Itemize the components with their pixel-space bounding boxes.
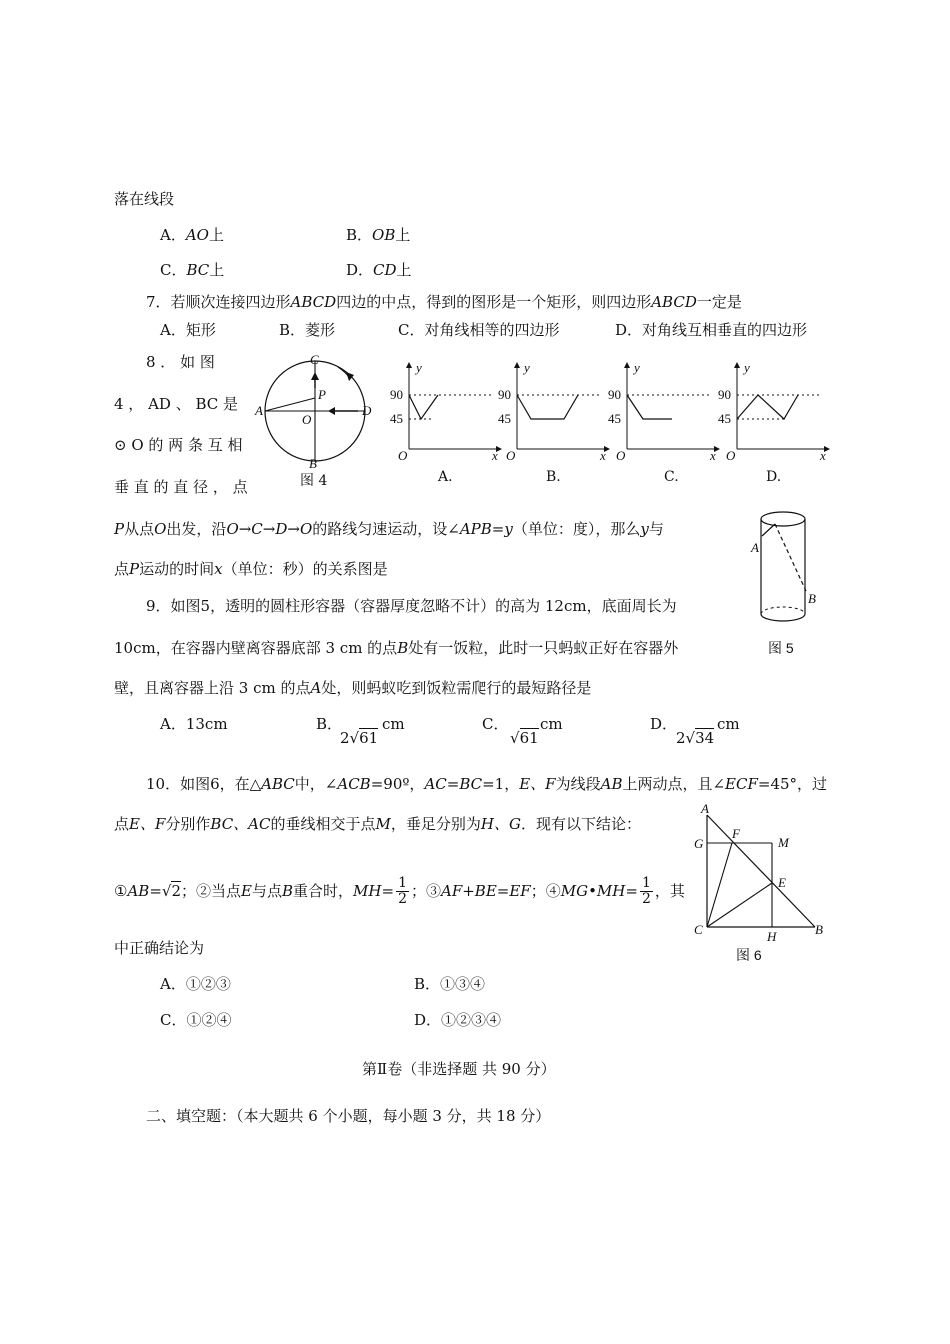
svg-text:C: C [694, 922, 703, 937]
q7-option-a: A．矩形 [160, 321, 216, 339]
q9-option-a: A．13cm [160, 715, 228, 733]
svg-text:x: x [492, 448, 498, 463]
q10-line-1: 10．如图6，在△ABC中，∠ACB=90º，AC=BC=1，E、F为线段AB上两动点，且∠ECF=45°，过 [146, 775, 828, 793]
svg-text:90: 90 [390, 387, 403, 402]
svg-text:x: x [820, 448, 826, 463]
q9-option-d-letter: D． [650, 715, 678, 733]
q9-option-b-radical: 2√61 [340, 729, 379, 747]
q8-col-line-1: 8 ． 如 图 [146, 353, 215, 371]
svg-text:O: O [616, 448, 626, 463]
svg-text:F: F [732, 826, 740, 841]
fig4-label-b: B [309, 456, 317, 471]
svg-text:45: 45 [498, 411, 511, 426]
figure-4-circle [250, 352, 380, 472]
svg-text:x: x [710, 448, 716, 463]
fig6-caption: 图 6 [736, 947, 762, 963]
q6-option-c: C．BC上 [160, 261, 225, 279]
fig5-label-a: A [751, 540, 759, 555]
q7-stem: 7．若顺次连接四边形ABCD四边的中点，得到的图形是一个矩形，则四边形ABCD一定是 [146, 293, 742, 311]
graph-a [392, 362, 502, 462]
figure-5-cylinder [750, 508, 830, 643]
fig4-label-p: P [318, 387, 326, 402]
graph-b-caption: B. [546, 469, 561, 485]
svg-text:O: O [726, 448, 736, 463]
svg-text:x: x [600, 448, 606, 463]
svg-text:A: A [701, 801, 709, 816]
q6-option-b: B．OB上 [346, 226, 411, 244]
q7-option-d: D．对角线互相垂直的四边形 [615, 321, 808, 339]
figure-6-triangle [690, 803, 835, 943]
q10-line-2: 点E、F分别作BC、AC的垂线相交于点M，垂足分别为H、G．现有以下结论： [114, 815, 641, 833]
q9-option-b-letter: B． [316, 715, 343, 733]
graph-d-caption: D. [766, 469, 782, 485]
q6-option-a: A．AO上 [160, 226, 224, 244]
fraction-one-half: $\frac{1}{2}$ [398, 875, 407, 908]
q10-option-c: C．①②④ [160, 1011, 232, 1029]
section-2-title: 第Ⅱ卷（非选择题 共 90 分） [362, 1060, 556, 1078]
q9-line-3: 壁，且离容器上沿 3 cm 的点A处，则蚂蚁吃到饭粒需爬行的最短路径是 [114, 679, 592, 697]
svg-text:y: y [416, 360, 422, 375]
svg-text:E: E [778, 875, 786, 890]
q10-conclusions: ①AB=√2；②当点E与点B重合时，MH= $\frac{1}{2}$ ；③AF+BE=EF；④MG•MH= $\frac{1}{2}$ ，其 [114, 875, 685, 908]
q8-line-1: P从点O出发，沿O→C→D→O的路线匀速运动，设∠APB=y（单位：度），那么y与 [114, 520, 664, 538]
fig4-label-d: D [362, 403, 372, 418]
fraction-one-half-2: $\frac{1}{2}$ [641, 875, 651, 908]
svg-text:B: B [815, 922, 823, 937]
q9-option-d-radical: 2√34 [676, 729, 715, 747]
q6-option-d: D．CD上 [346, 261, 412, 279]
svg-text:45: 45 [718, 411, 731, 426]
section-2-fill-header: 二、填空题：（本大题共 6 个小题，每小题 3 分，共 18 分） [146, 1107, 551, 1125]
q8-col-line-3: ⊙ O 的 两 条 互 相 [114, 436, 243, 454]
svg-text:y: y [744, 360, 750, 375]
q8-col-line-2: 4 ， AD 、 BC 是 [114, 395, 239, 413]
fig5-caption: 图 5 [768, 640, 794, 656]
fig4-label-c: C [310, 352, 319, 367]
q7-option-c: C．对角线相等的四边形 [398, 321, 560, 339]
q7-option-b: B．菱形 [279, 321, 336, 339]
graph-d [720, 362, 830, 462]
svg-text:O: O [398, 448, 408, 463]
graph-b [500, 362, 610, 462]
fig4-caption: 图 4 [300, 473, 328, 489]
q9-option-c-letter: C． [482, 715, 509, 733]
q9-option-b-unit: cm [382, 715, 405, 733]
q10-option-a: A．①②③ [160, 975, 231, 993]
svg-text:90: 90 [718, 387, 731, 402]
svg-text:90: 90 [608, 387, 621, 402]
svg-text:y: y [634, 360, 640, 375]
q9-line-1: 9．如图5，透明的圆柱形容器（容器厚度忽略不计）的高为 12cm，底面周长为 [146, 597, 677, 615]
q6-tail: 落在线段 [114, 190, 175, 208]
q8-col-line-4: 垂 直 的 直 径 ， 点 [114, 478, 248, 496]
q10-line-4: 中正确结论为 [114, 939, 205, 957]
svg-text:M: M [778, 835, 789, 850]
fig4-label-a: A [255, 403, 263, 418]
q8-line-2: 点P运动的时间x（单位：秒）的关系图是 [114, 560, 388, 578]
fig5-label-b: B [808, 591, 816, 606]
q10-option-b: B．①③④ [414, 975, 486, 993]
svg-text:45: 45 [390, 411, 403, 426]
svg-text:45: 45 [608, 411, 621, 426]
graph-c-caption: C. [664, 469, 679, 485]
graph-a-caption: A. [438, 469, 453, 485]
svg-text:G: G [694, 836, 704, 851]
svg-text:H: H [767, 929, 777, 944]
q9-option-c-radical: √61 [510, 729, 539, 747]
fig4-label-o: O [302, 412, 312, 427]
q9-line-2: 10cm，在容器内壁离容器底部 3 cm 的点B处有一饭粒，此时一只蚂蚁正好在容器外 [114, 639, 679, 657]
q9-option-d-unit: cm [717, 715, 740, 733]
graph-c [610, 362, 720, 462]
svg-text:O: O [506, 448, 516, 463]
svg-text:y: y [524, 360, 530, 375]
q10-option-d: D．①②③④ [414, 1011, 502, 1029]
q9-option-c-unit: cm [540, 715, 563, 733]
svg-text:90: 90 [498, 387, 511, 402]
